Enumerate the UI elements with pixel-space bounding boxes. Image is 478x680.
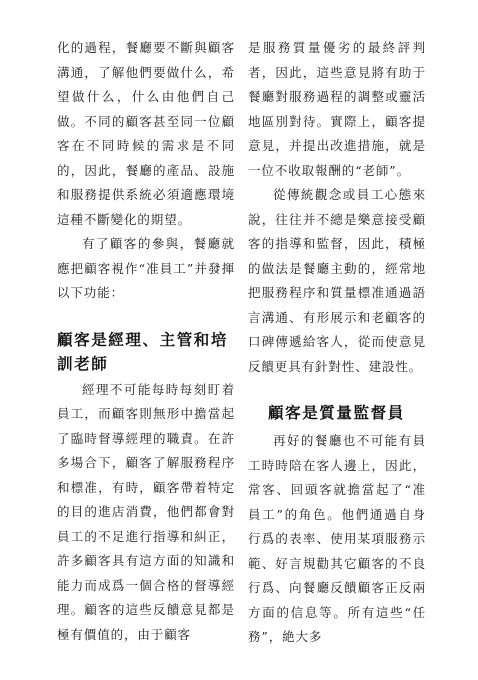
left-column	[57, 36, 235, 647]
section-heading-quality-supervisor: 顧客是質量監督員	[268, 404, 405, 422]
right-paragraph-3: 再好的餐廳也不可能有員工時時陪在客人邊上，因此，常客、回頭客就擔當起了“准員工”的角色。他們通過自身行爲的表率、使用某項服務示範、好言規勸其它顧客的不良行爲、向餐廳反饋顧客正反兩方面的信息等。所有這些“任務”，絶大多	[248, 433, 426, 644]
right-paragraph-2: 從傳統觀念或員工心態來說，往往并不總是樂意接受顧客的指導和監督，因此，積極的做法是餐廳主動的，經常地把服務程序和質量標准通過語言溝通、有形展示和老顧客的口碑傳遞給客人，從而使意見反饋更具有針對性、建設性。	[248, 187, 426, 374]
left-paragraph-1: 化的過程，餐廳要不斷與顧客溝通，了解他們要做什么，希望做什么，什么由他們自己做。不同的顧客甚至同一位顧客在不同時候的需求是不同的，因此，餐廳的產品、設施和服務提供系統必須適應環境這種不斷變化的期望。	[57, 40, 235, 227]
right-paragraph-1: 是服務質量優劣的最終評判者，因此，這些意見將有助于餐廳對服務過程的調整或靈活地區別對待。實際上，顧客提意見，并提出改進措施，就是一位不收取報酬的“老師”。	[248, 40, 426, 178]
right-column	[248, 36, 426, 650]
section-heading-customer-as-manager: 顧客是經理、主管和培訓老師	[57, 330, 229, 373]
left-paragraph-3: 經理不可能每時每刻盯着員工，而顧客則無形中擔當起了臨時督導經理的職責。在許多場合下，顧客了解服務程序和標准，有時，顧客帶着特定的目的進店消費，他們都會對員工的不足進行指導和糾正，許多顧客具有這方面的知識和能力而成爲一個合格的督導經理。顧客的這些反饋意見都是極有價值的，由于顧客	[57, 381, 235, 642]
left-paragraph-2: 有了顧客的參與，餐廳就應把顧客視作“准員工”并發揮以下功能：	[57, 236, 235, 300]
